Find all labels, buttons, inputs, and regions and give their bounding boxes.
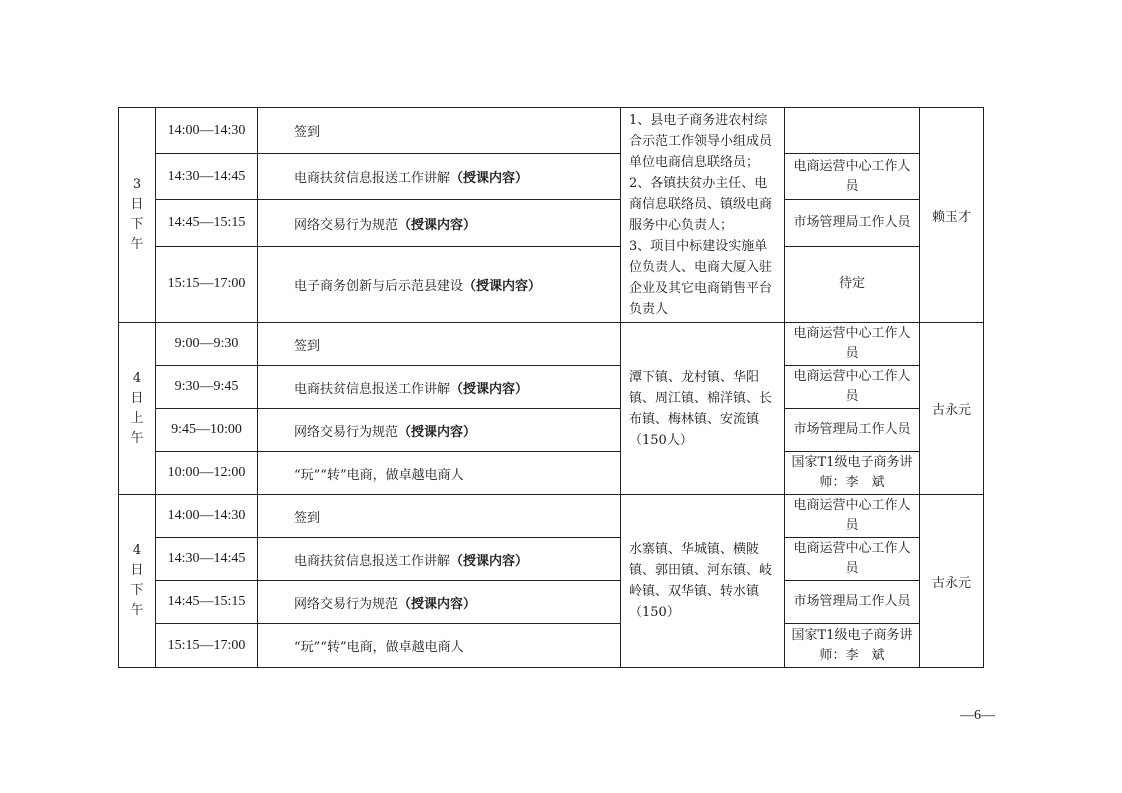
- topic-text: 签到: [294, 510, 321, 526]
- audience-text: 潭下镇、龙村镇、华阳镇、周江镇、棉洋镇、长布镇、梅林镇、安流镇（150人）: [629, 369, 773, 448]
- time-slot: 14:30—14:45: [156, 538, 258, 581]
- audience-cell: [621, 323, 785, 495]
- topic-text: “玩”“转”电商，做卓越电商人: [294, 467, 464, 483]
- audience-cell: [621, 108, 785, 323]
- schedule-row: [119, 452, 984, 495]
- topic-text: 网络交易行为规范: [294, 596, 399, 612]
- host-cell: 赖玉才: [920, 108, 984, 323]
- time-slot: 14:00—14:30: [156, 108, 258, 154]
- time-slot: 9:30—9:45: [156, 366, 258, 409]
- host-cell: 古永元: [920, 323, 984, 495]
- lesson-tag: （授课内容）: [398, 217, 477, 233]
- time-slot: 15:15—17:00: [156, 246, 258, 322]
- topic-cell: [258, 409, 621, 452]
- lecturer-cell: 市场管理局工作人员: [785, 409, 920, 452]
- schedule-row: [119, 581, 984, 624]
- topic-text: 电商扶贫信息报送工作讲解: [294, 553, 451, 569]
- session-day-char: 日: [130, 390, 144, 406]
- session-day-char: 3: [132, 177, 142, 192]
- time-slot: 14:30—14:45: [156, 154, 258, 200]
- lecturer-cell: 电商运营中心工作人员: [785, 366, 920, 409]
- lesson-tag: （授课内容）: [450, 553, 529, 569]
- lecturer-cell: 电商运营中心工作人员: [785, 538, 920, 581]
- time-slot: 9:00—9:30: [156, 323, 258, 366]
- audience-text: 2、各镇扶贫办主任、电商信息联络员、镇级电商服务中心负责人；: [629, 176, 773, 233]
- topic-text: 电子商务创新与后示范县建设: [294, 278, 464, 294]
- lecturer-cell: 国家T1级电子商务讲师：李 斌: [785, 624, 920, 668]
- audience-text: 1、县电子商务进农村综合示范工作领导小组成员单位电商信息联络员；: [629, 113, 773, 170]
- time-slot: 14:00—14:30: [156, 495, 258, 538]
- session-day-char: 4: [132, 370, 142, 386]
- time-slot: 14:45—15:15: [156, 581, 258, 624]
- topic-cell: [258, 452, 621, 495]
- lecturer-cell: 市场管理局工作人员: [785, 200, 920, 246]
- topic-cell: [258, 366, 621, 409]
- lesson-tag: （授课内容）: [450, 171, 529, 187]
- topic-cell: [258, 108, 621, 154]
- audience-text: 3、项目中标建设实施单位负责人、电商大厦入驻企业及其它电商销售平台负责人: [629, 239, 773, 317]
- schedule-body: [119, 108, 984, 668]
- lecturer-cell: 市场管理局工作人员: [785, 581, 920, 624]
- topic-text: 网络交易行为规范: [294, 217, 399, 233]
- lecturer-cell: 电商运营中心工作人员: [785, 154, 920, 200]
- page-number: —6—: [960, 708, 995, 723]
- topic-text: 签到: [294, 338, 321, 354]
- lesson-tag: （授课内容）: [398, 424, 477, 440]
- lecturer-cell: 待定: [785, 246, 920, 322]
- schedule-row: [119, 200, 984, 246]
- topic-cell: [258, 200, 621, 246]
- lecturer-cell: 电商运营中心工作人员: [785, 323, 920, 366]
- session-day-char: 4: [132, 543, 142, 558]
- session-day-char: 午: [130, 430, 144, 446]
- lesson-tag: （授课内容）: [398, 596, 477, 612]
- schedule-row: [119, 246, 984, 322]
- schedule-row: [119, 366, 984, 409]
- topic-cell: [258, 495, 621, 538]
- lesson-tag: （授课内容）: [450, 381, 529, 397]
- topic-text: 网络交易行为规范: [294, 424, 399, 440]
- host-cell: 古永元: [920, 495, 984, 668]
- session-day-char: 上: [130, 410, 144, 426]
- topic-text: 签到: [294, 125, 321, 141]
- lesson-tag: （授课内容）: [463, 278, 542, 294]
- session-day-cell: [119, 108, 156, 323]
- time-slot: 15:15—17:00: [156, 624, 258, 668]
- time-slot: 14:45—15:15: [156, 200, 258, 246]
- audience-cell: [621, 495, 785, 668]
- schedule-row: [119, 409, 984, 452]
- topic-cell: [258, 624, 621, 668]
- lecturer-cell: 国家T1级电子商务讲师：李 斌: [785, 452, 920, 495]
- schedule-row: [119, 323, 984, 366]
- schedule-row: [119, 108, 984, 154]
- topic-cell: [258, 154, 621, 200]
- session-day-char: 下: [130, 583, 144, 598]
- schedule-row: [119, 154, 984, 200]
- time-slot: 9:45—10:00: [156, 409, 258, 452]
- session-day-cell: [119, 495, 156, 668]
- session-day-cell: [119, 323, 156, 495]
- session-day-char: 午: [130, 603, 144, 618]
- time-slot: 10:00—12:00: [156, 452, 258, 495]
- schedule-row: [119, 538, 984, 581]
- session-day-char: 午: [130, 237, 144, 252]
- topic-cell: [258, 323, 621, 366]
- topic-text: 电商扶贫信息报送工作讲解: [294, 171, 451, 187]
- topic-text: 电商扶贫信息报送工作讲解: [294, 381, 451, 397]
- schedule-row: [119, 624, 984, 668]
- session-day-char: 日: [130, 197, 144, 212]
- lecturer-cell: 电商运营中心工作人员: [785, 495, 920, 538]
- schedule-row: [119, 495, 984, 538]
- topic-cell: [258, 246, 621, 322]
- audience-text: 水寨镇、华城镇、横陂镇、郭田镇、河东镇、岐岭镇、双华镇、转水镇（150）: [629, 542, 773, 620]
- schedule-table: [118, 107, 984, 668]
- topic-text: “玩”“转”电商，做卓越电商人: [294, 640, 464, 655]
- topic-cell: [258, 538, 621, 581]
- session-day-char: 日: [130, 563, 144, 578]
- session-day-char: 下: [130, 217, 144, 232]
- topic-cell: [258, 581, 621, 624]
- lecturer-cell: [785, 108, 920, 154]
